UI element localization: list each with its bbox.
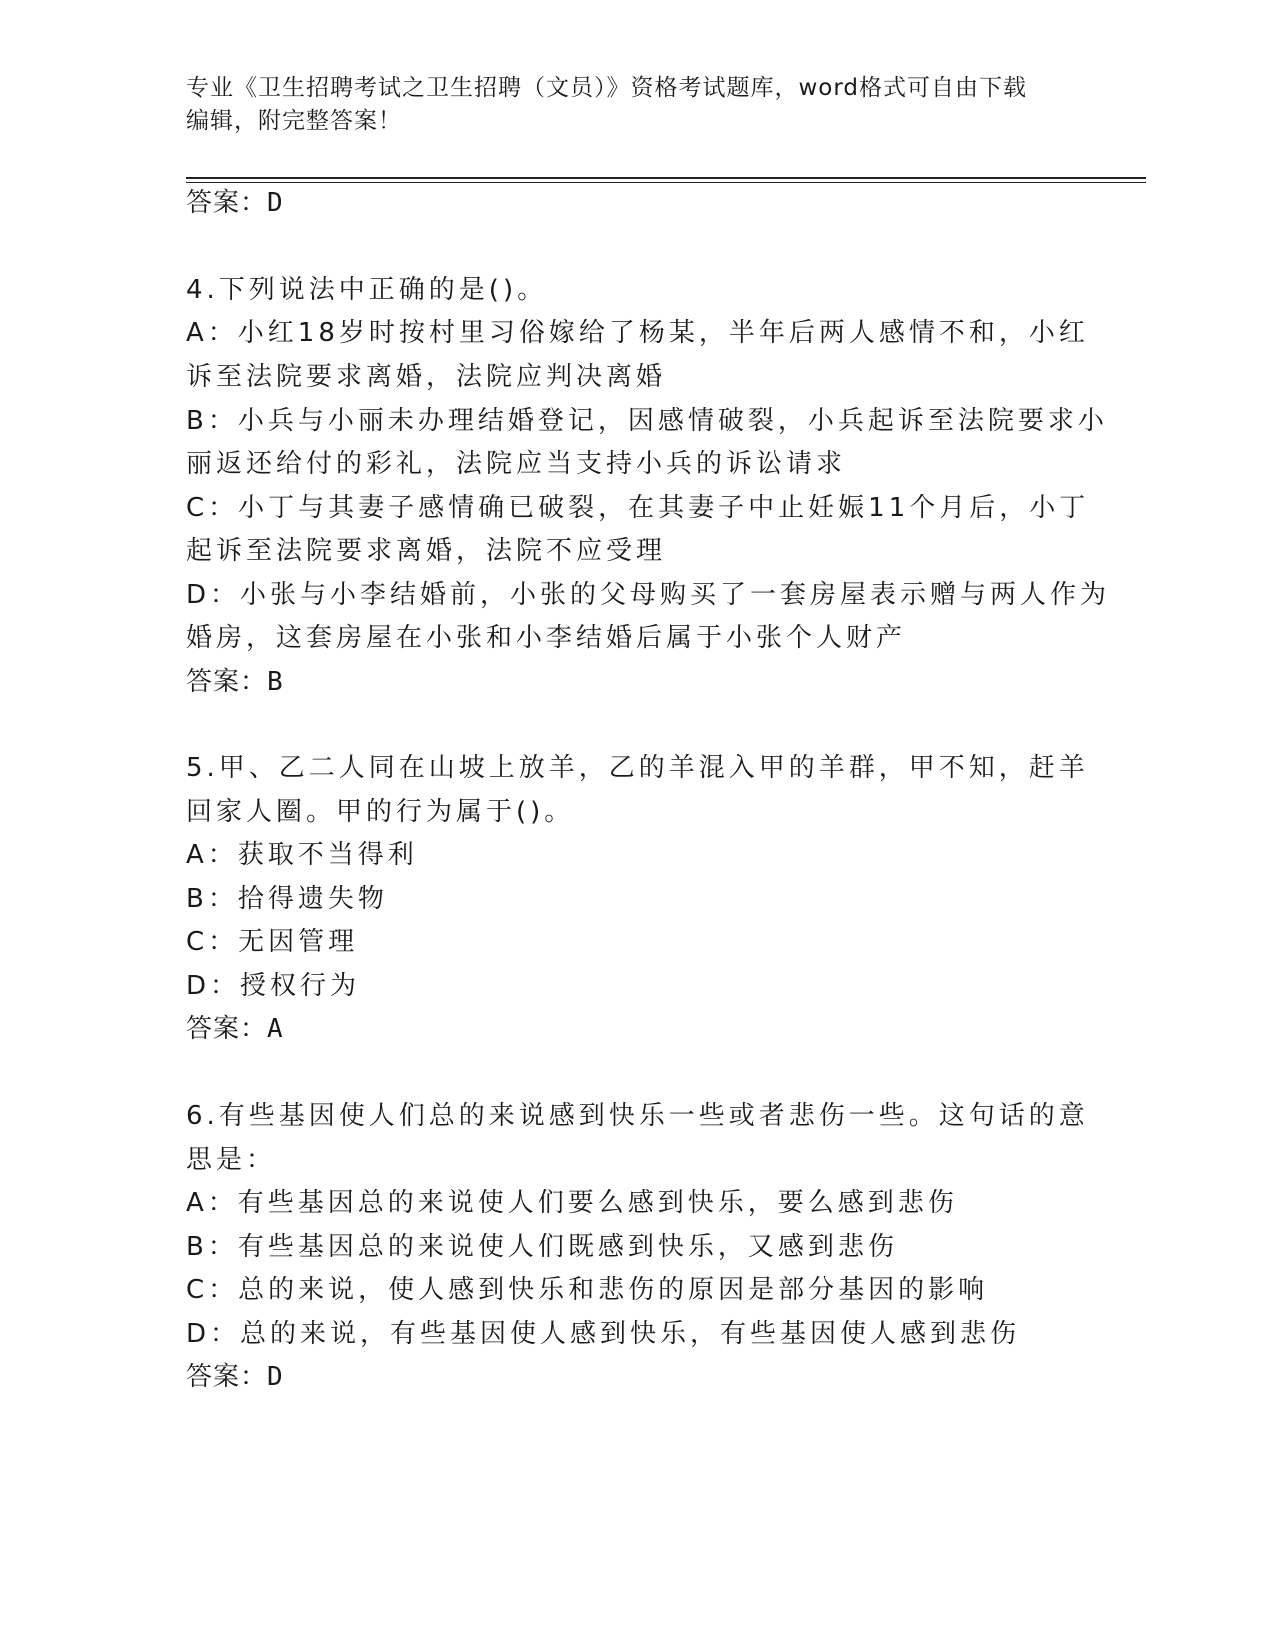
answer-line (186, 188, 1086, 218)
option-a: A：小红18岁时按村里习俗嫁给了杨某，半年后两人感情不和，小红 (186, 318, 1089, 348)
answer-label: 答案： (186, 1014, 268, 1044)
answer-value: A (267, 1014, 284, 1044)
answer-value: B (267, 667, 284, 697)
answer-line (186, 1362, 1086, 1392)
option-a: A：获取不当得利 (186, 840, 418, 870)
question-stem-cont: 回家人圈。甲的行为属于()。 (186, 797, 575, 827)
answer-label: 答案： (186, 188, 268, 218)
answer-label: 答案： (186, 667, 268, 697)
option-c-cont: 起诉至法院要求离婚，法院不应受理 (186, 536, 667, 566)
answer-line (186, 1014, 1086, 1044)
answer-line (186, 667, 1086, 697)
option-d: D：授权行为 (186, 971, 361, 1001)
answer-label: 答案： (186, 1362, 268, 1392)
option-d-cont: 婚房，这套房屋在小张和小李结婚后属于小张个人财产 (186, 623, 907, 653)
header-divider (186, 177, 1146, 179)
option-c: C：小丁与其妻子感情确已破裂，在其妻子中止妊娠11个月后，小丁 (186, 493, 1090, 523)
document-header (186, 72, 1086, 138)
option-b: B：拾得遗失物 (186, 884, 388, 914)
option-d: D：总的来说，有些基因使人感到快乐，有些基因使人感到悲伤 (186, 1319, 1021, 1349)
option-b-cont: 丽返还给付的彩礼，法院应当支持小兵的诉讼请求 (186, 449, 847, 479)
question-stem: 5.甲、乙二人同在山坡上放羊，乙的羊混入甲的羊群，甲不知，赶羊 (186, 753, 1089, 783)
option-c: C：无因管理 (186, 927, 359, 957)
question-stem: 6.有些基因使人们总的来说感到快乐一些或者悲伤一些。这句话的意 (186, 1101, 1089, 1131)
question-stem-cont: 思是： (186, 1145, 277, 1175)
option-a-cont: 诉至法院要求离婚，法院应判决离婚 (186, 362, 667, 392)
option-b: B：小兵与小丽未办理结婚登记，因感情破裂，小兵起诉至法院要求小 (186, 406, 1108, 436)
answer-value: D (267, 1362, 284, 1392)
header-line-1: 专业《卫生招聘考试之卫生招聘（文员）》资格考试题库，word格式可自由下载 (186, 75, 1028, 101)
option-c: C：总的来说，使人感到快乐和悲伤的原因是部分基因的影响 (186, 1275, 989, 1305)
option-d: D：小张与小李结婚前，小张的父母购买了一套房屋表示赠与两人作为 (186, 580, 1111, 610)
option-a: A：有些基因总的来说使人们要么感到快乐，要么感到悲伤 (186, 1188, 958, 1218)
question-stem: 4.下列说法中正确的是()。 (186, 275, 548, 305)
answer-value: D (267, 188, 284, 218)
header-line-2: 编辑，附完整答案！ (186, 108, 402, 134)
header-divider-thin (186, 182, 1146, 183)
option-b: B：有些基因总的来说使人们既感到快乐，又感到悲伤 (186, 1232, 898, 1262)
